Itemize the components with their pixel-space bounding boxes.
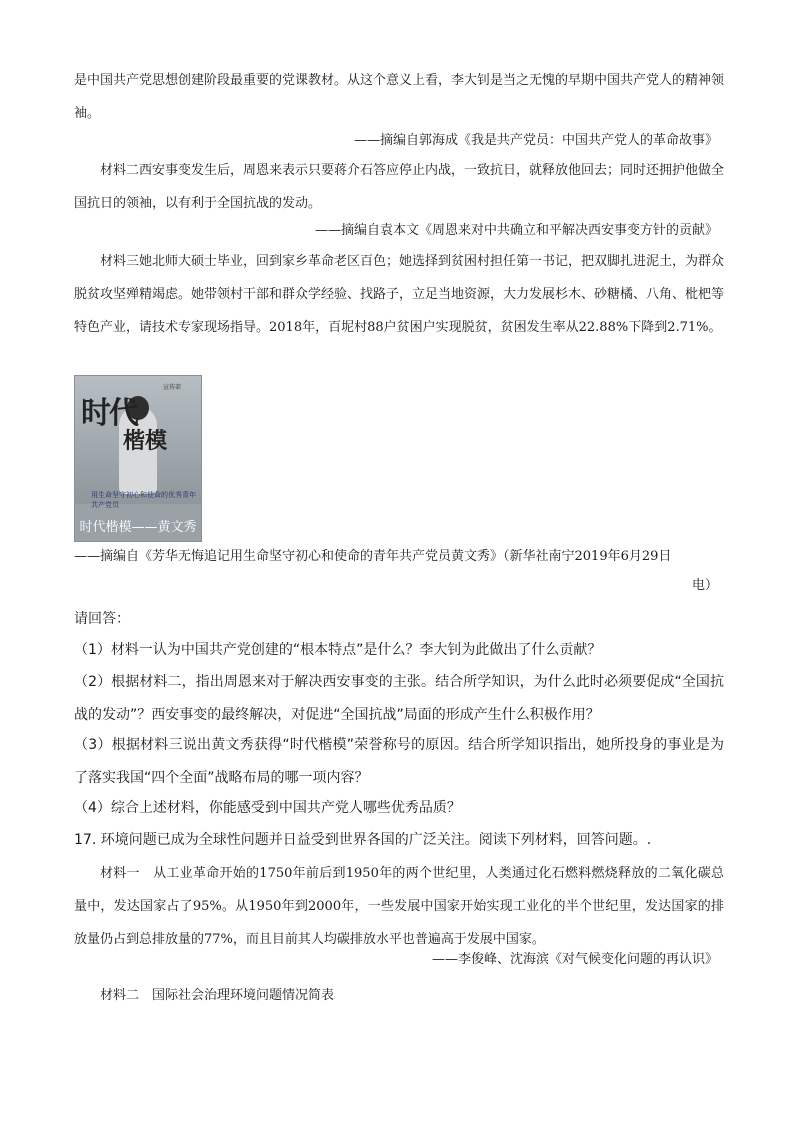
source-citation-4: ——李俊峰、沈海滨《对气候变化问题的再认识》 [431,952,718,967]
question-2: （2）根据材料二，指出周恩来对于解决西安事变的主张。结合所学知识，为什么此时必须要促成“全国抗战的发动”？西安事变的最终解决，对促进“全国抗战”局面的形成产生什么积极作用？ [74,674,724,723]
book-title-bottom: 楷模 [123,428,168,454]
question-3: （3）根据材料三说出黄文秀获得“时代楷模”荣誉称号的原因。结合所学知识指出，她所投身的事业是为了落实我国“四个全面”战略布局的哪一项内容？ [74,737,724,786]
book-publisher-mark: 宣传部 [163,384,182,391]
material-one-ending: 是中国共产党思想创建阶段最重要的党课教材。从这个意义上看，李大钊是当之无愧的早期中国共产党人的精神领袖。 [74,73,725,121]
question-17-stem: 17. 环境问题已成为全球性问题并日益受到世界各国的广泛关注。阅读下列材料，回答问题。. [74,832,652,848]
questions-intro: 请回答： [74,611,130,627]
source-citation-1: ——摘编自郭海成《我是共产党员：中国共产党人的革命故事》 [353,133,718,148]
book-cover-image [74,375,202,542]
book-title-top: 时代 [81,396,137,431]
material-two: 材料二西安事变发生后，周恩来表示只要蒋介石答应停止内战，一致抗日，就释放他回去；同时还拥护他做全国抗日的领袖，以有利于全国抗战的发动。 [74,163,725,211]
q17-material-one: 材料一 从工业革命开始的1750年前后到1950年的两个世纪里，人类通过化石燃料燃烧释放的二氧化碳总量中，发达国家占了95%。从1950年到2000年，一些发展中国家开始实现工业化的半个世纪里，发达国家的排放量仍占到总排放量的77%，而且目前其人均碳排放水平也普遍高于发展中国家。 [74,866,724,947]
book-caption: 时代楷模——黄文秀 [79,520,197,535]
material-three: 材料三她北师大硕士毕业，回到家乡革命老区百色；她选择到贫困村担任第一书记，把双脚扎进泥土，为群众脱贫攻坚殚精竭虑。她带领村干部和群众学经验、找路子，立足当地资源，大力发展杉木、砂糖橘、八角、枇杷等特色产业，请技术专家现场指导。2018年，百坭村88户贫困户实现脱贫，贫困发生率从22.88%下降到2.71%。 [74,254,725,335]
question-1: （1）材料一认为中国共产党创建的“根本特点”是什么？李大钊为此做出了什么贡献？ [74,642,602,658]
source-citation-2: ——摘编自袁本文《周恩来对中共确立和平解决西安事变方针的贡献》 [314,223,718,238]
source-citation-3: ——摘编自《芳华无悔追记用生命坚守初心和使命的青年共产党员黄文秀》（新华社南宁2019年6月29日 [74,549,672,564]
source-citation-3-end: 电） [691,578,718,593]
q17-material-two-title: 材料二 国际社会治理环境问题情况简表 [100,988,335,1003]
question-4: （4）综合上述材料，你能感受到中国共产党人哪些优秀品质？ [74,800,461,816]
book-slogan: 用生命坚守初心和使命的优秀青年共产党员 [91,491,196,509]
